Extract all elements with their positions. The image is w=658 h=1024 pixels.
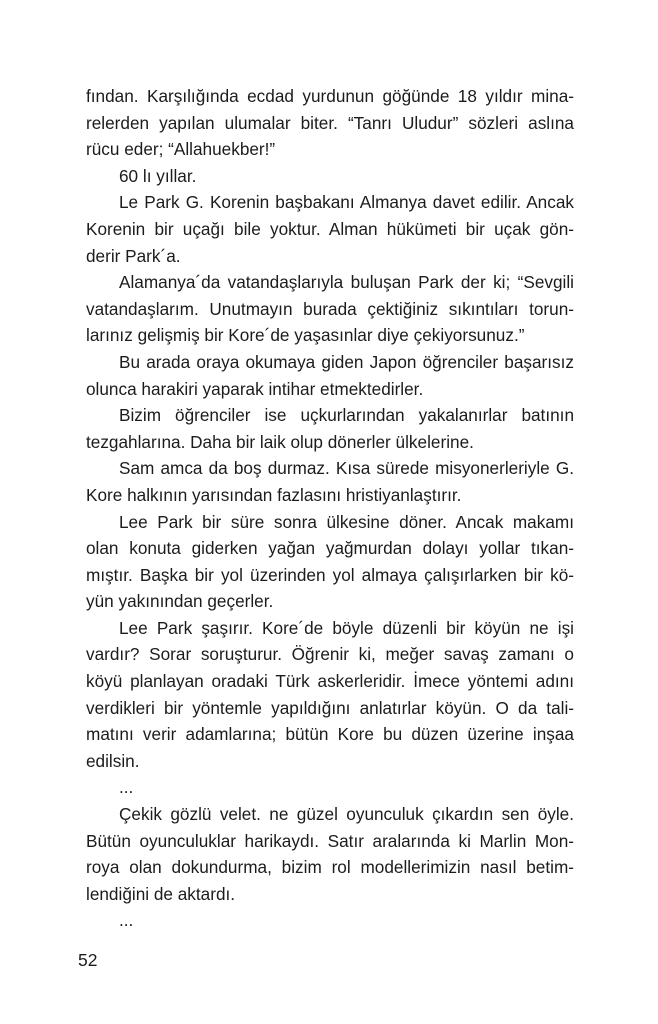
text-line: Bu arada oraya okumaya giden Japon öğrenciler başarısız bbox=[119, 351, 574, 372]
text-line: Korenin bir uçağı bile yoktur. Alman hükümeti bir uçak gön- bbox=[86, 218, 574, 239]
text-line: ... bbox=[119, 777, 134, 798]
text-line: Kore halkının yarısından fazlasını hristiyanlaştırır. bbox=[86, 484, 462, 505]
text-line: vatandaşlarım. Unutmayın burada çektiğiniz sıkıntıları torun- bbox=[86, 298, 574, 319]
text-line: lendiğini de aktardı. bbox=[86, 883, 236, 904]
text-line: larınız gelişmiş bir Kore´de yaşasınlar diye çekiyorsunuz.” bbox=[86, 325, 525, 346]
text-line: fından. Karşılığında ecdad yurdunun göğünde 18 yıldır mina- bbox=[86, 86, 574, 106]
text-line: olunca harakiri yaparak intihar etmektedirler. bbox=[86, 378, 424, 399]
paragraph bbox=[86, 402, 574, 455]
paragraph bbox=[86, 774, 574, 801]
text-line: relerden yapılan ulumalar biter. “Tanrı Uludur” sözleri aslına bbox=[86, 112, 574, 133]
text-line: Bütün oyunculuklar harikaydı. Satır aralarında ki Marlin Mon- bbox=[86, 830, 574, 851]
text-line: vardır? Sorar soruşturur. Öğrenir ki, meğer savaş zamanı o bbox=[86, 644, 574, 665]
text-line: Le Park G. Korenin başbakanı Almanya davet edilir. Ancak bbox=[119, 192, 574, 213]
text-line: 60 lı yıllar. bbox=[119, 165, 197, 186]
paragraph bbox=[86, 455, 574, 508]
text-line: rücu eder; “Allahuekber!” bbox=[86, 139, 276, 160]
text-line: Bizim öğrenciler ise uçkurlarından yakalanırlar batının bbox=[119, 405, 574, 426]
body-text bbox=[86, 83, 574, 934]
text-line: ... bbox=[119, 910, 134, 931]
text-line: roya olan dokundurma, bizim rol modellerimizin nasıl betim- bbox=[86, 857, 574, 878]
paragraph bbox=[86, 189, 574, 269]
text-line: yün yakınından geçerler. bbox=[86, 591, 274, 612]
text-line: derir Park´a. bbox=[86, 245, 181, 266]
text-line: Sam amca da boş durmaz. Kısa sürede misyonerleriyle G. bbox=[119, 458, 574, 479]
text-line: olan konuta giderken yağan yağmurdan dolayı yollar tıkan- bbox=[86, 538, 574, 559]
text-line: edilsin. bbox=[86, 750, 140, 771]
text-line: mıştır. Başka bir yol üzerinden yol almaya çalışırlarken bir kö- bbox=[86, 564, 574, 585]
text-line: Alamanya´da vatandaşlarıyla buluşan Park der ki; “Sevgili bbox=[119, 272, 574, 293]
text-line: Lee Park bir süre sonra ülkesine döner. Ancak makamı bbox=[119, 511, 574, 532]
paragraph bbox=[86, 83, 574, 163]
text-line: matını verir adamlarına; bütün Kore bu düzen üzerine inşaa bbox=[86, 724, 574, 745]
paragraph bbox=[86, 509, 574, 615]
paragraph bbox=[86, 349, 574, 402]
page-number: 52 bbox=[78, 950, 98, 970]
paragraph bbox=[86, 163, 574, 190]
text-line: tezgahlarına. Daha bir laik olup dönerler ülkelerine. bbox=[86, 431, 474, 452]
paragraph bbox=[86, 801, 574, 907]
text-line: Çekik gözlü velet. ne güzel oyunculuk çıkardın sen öyle. bbox=[119, 804, 574, 825]
text-line: köyü planlayan oradaki Türk askerleridir. İmece yöntemi adını bbox=[86, 671, 574, 692]
paragraph bbox=[86, 269, 574, 349]
paragraph bbox=[86, 907, 574, 934]
text-line: Lee Park şaşırır. Kore´de böyle düzenli bir köyün ne işi bbox=[119, 617, 574, 638]
paragraph bbox=[86, 615, 574, 775]
text-line: verdikleri bir yöntemle yapıldığını anlatırlar köyün. O da tali- bbox=[86, 697, 574, 718]
